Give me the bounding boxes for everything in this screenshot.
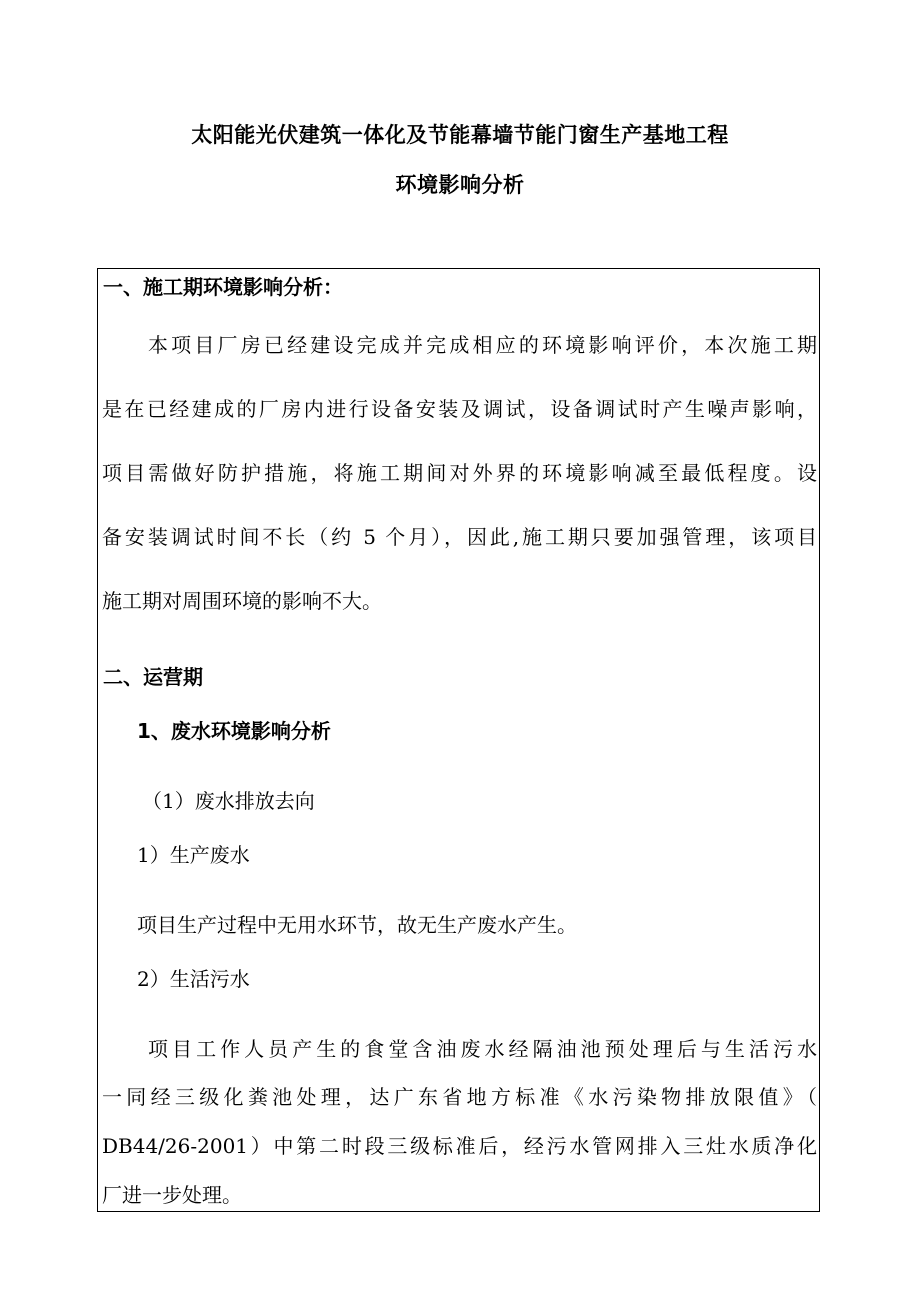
domestic-sewage-item: 2）生活污水	[137, 967, 250, 991]
domestic-sewage-line: 项目工作人员产生的食堂含油废水经隔油池预处理后与生活污水	[148, 1037, 817, 1061]
section1-heading: 一、施工期环境影响分析：	[103, 275, 343, 299]
wastewater-heading: 1、废水环境影响分析	[137, 719, 331, 743]
wastewater-discharge-item: （1）废水排放去向	[142, 789, 315, 813]
section1-paragraph-line: 备安装调试时间不长（约 5 个月），因此,施工期只要加强管理，该项目	[102, 525, 817, 549]
domestic-sewage-line: DB44/26-2001）中第二时段三级标准后，经污水管网排入三灶水质净化	[102, 1134, 817, 1158]
section1-paragraph-line: 施工期对周围环境的影响不大。	[102, 589, 382, 613]
section1-paragraph-line: 项目需做好防护措施，将施工期间对外界的环境影响减至最低程度。设	[102, 461, 817, 485]
section2-heading: 二、运营期	[103, 665, 203, 689]
production-wastewater-text: 项目生产过程中无用水环节，故无生产废水产生。	[137, 913, 577, 937]
domestic-sewage-line: 厂进一步处理。	[102, 1183, 242, 1207]
domestic-sewage-line: 一同经三级化粪池处理，达广东省地方标准《水污染物排放限值》（	[102, 1085, 817, 1109]
document-subtitle: 环境影响分析	[395, 173, 525, 197]
document-title: 太阳能光伏建筑一体化及节能幕墙节能门窗生产基地工程	[191, 123, 729, 147]
production-wastewater-item: 1）生产废水	[137, 843, 250, 867]
section1-paragraph-line: 本项目厂房已经建设完成并完成相应的环境影响评价，本次施工期	[148, 333, 817, 357]
section1-paragraph-line: 是在已经建成的厂房内进行设备安装及调试，设备调试时产生噪声影响，	[102, 397, 817, 421]
